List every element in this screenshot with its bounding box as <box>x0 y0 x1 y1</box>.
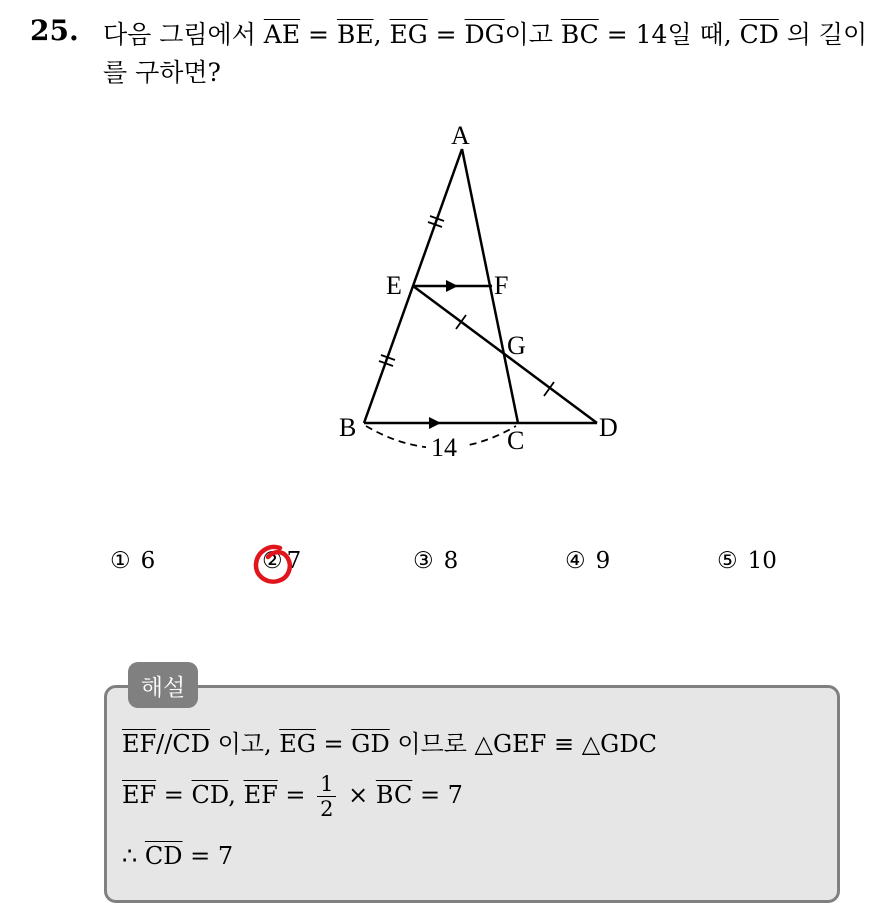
choice-3-number: ③ <box>413 548 434 574</box>
label-c: C <box>507 426 525 455</box>
solution-line-2 <box>122 772 463 821</box>
answer-choices <box>0 548 884 588</box>
choice-4[interactable] <box>565 548 610 574</box>
choice-3-value: 8 <box>443 548 459 574</box>
label-f: F <box>494 271 509 300</box>
choice-2-value: 7 <box>286 548 302 574</box>
label-d: D <box>599 413 618 442</box>
choice-1[interactable] <box>110 548 155 574</box>
segment-ed <box>413 286 597 423</box>
label-g: G <box>507 331 526 360</box>
label-bc-length: 14 <box>431 433 457 462</box>
choice-5-value: 10 <box>747 548 777 574</box>
tick-mark-eg <box>456 315 466 329</box>
choice-4-number: ④ <box>565 548 586 574</box>
geometry-diagram <box>320 100 660 480</box>
question-text: 다음 그림에서 $\overline{AE} = \overline{BE}$, $\overline{EG} = \overline{DG}$이고 $\overline{BC} = 14$일 때, $\overline{CD}$ 의 길이를 구하면? <box>103 20 868 87</box>
fraction-denominator: 2 <box>320 797 334 821</box>
solution-line-1: $\overline{EF}//\overline{CD}$ 이고, $\overline{EG} = \overline{GD}$ 이므로 △GEF ≡ △GDC <box>122 730 657 758</box>
solution-line-3: ∴ $\overline{CD} = 7$ <box>122 842 234 870</box>
fraction-one-half <box>317 772 336 821</box>
choice-1-number: ① <box>110 548 131 574</box>
solution-tag: 해설 <box>128 662 198 708</box>
label-e: E <box>386 271 402 300</box>
choice-2-number: ② <box>262 548 283 574</box>
parallel-arrow-bc <box>429 417 441 429</box>
answer-mark-circle <box>251 540 297 588</box>
choice-3[interactable] <box>413 548 458 574</box>
fraction-numerator: 1 <box>317 772 336 797</box>
choice-4-value: 9 <box>595 548 611 574</box>
question-number: 25. <box>30 14 79 47</box>
solution-line-2-start: $\overline{EF} = \overline{CD}$, $\overline{EF}$ = <box>122 781 314 809</box>
parallel-arrow-ef <box>446 280 458 292</box>
choice-5[interactable] <box>717 548 777 574</box>
label-a: A <box>451 121 470 150</box>
choice-1-value: 6 <box>140 548 156 574</box>
label-b: B <box>339 413 357 442</box>
solution-line-2-end: × $\overline{BC} = 7$ <box>340 781 463 809</box>
choice-5-number: ⑤ <box>717 548 738 574</box>
